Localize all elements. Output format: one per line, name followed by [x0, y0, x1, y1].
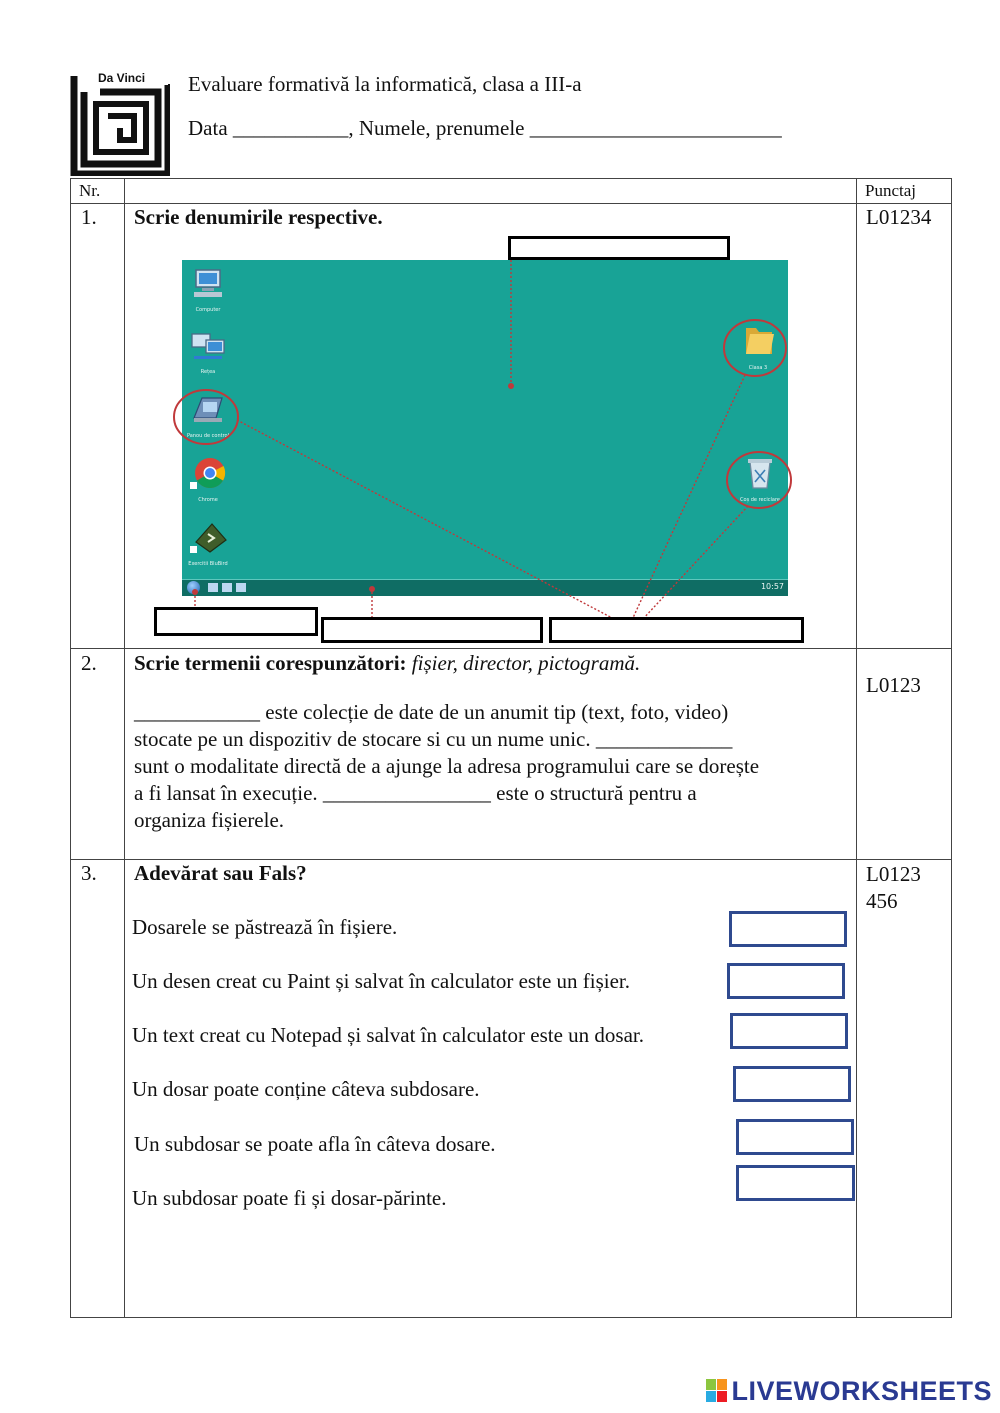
liveworksheets-brand[interactable]	[706, 1376, 992, 1407]
icon-label: Panou de control	[186, 433, 229, 439]
question-2-prompt	[134, 651, 640, 676]
desktop-screenshot	[182, 260, 788, 596]
question-2-line: sunt o modalitate directă de a ajunge la adresa programului care se dorește	[134, 754, 760, 778]
chrome-icon	[188, 456, 228, 490]
desktop-icon-recycle-bin	[736, 456, 784, 503]
recycle-bin-icon	[740, 456, 780, 490]
true-false-answer-box[interactable]	[727, 963, 845, 999]
desktop-icon-control-panel	[184, 394, 232, 439]
question-2-number: 2.	[81, 651, 97, 675]
question-1-number: 1.	[81, 205, 97, 229]
statement: Un subdosar se poate afla în câteva dosare.	[134, 1132, 496, 1156]
question-3-score-line: L0123	[866, 862, 921, 886]
taskbar-app-icon	[222, 583, 232, 592]
taskbar-app-icon	[236, 583, 246, 592]
question-1-score: L01234	[866, 205, 932, 229]
true-false-answer-box[interactable]	[730, 1013, 848, 1049]
column-header-score: Punctaj	[865, 181, 916, 200]
desktop-icon-chrome	[184, 456, 232, 503]
question-3-score-line: 456	[866, 889, 898, 913]
statement: Dosarele se păstrează în fișiere.	[132, 915, 398, 939]
true-false-answer-box[interactable]	[736, 1119, 854, 1155]
statement: Un subdosar poate fi și dosar-părinte.	[132, 1186, 447, 1210]
icon-label: Coș de reciclare	[740, 497, 780, 503]
true-false-answer-box[interactable]	[736, 1165, 855, 1201]
answer-box-taskbar[interactable]	[321, 617, 543, 643]
icon-label: Rețea	[200, 369, 216, 375]
icon-label: Computer	[195, 307, 221, 313]
logo-text: Da Vinci	[98, 71, 146, 85]
worksheet-title: Evaluare formativă la informatică, clasa a III-a	[188, 72, 582, 96]
question-2-line[interactable]: a fi lansat în execuție. ________________ este o structură pentru a	[134, 781, 697, 805]
network-icon	[188, 330, 228, 362]
folder-icon	[738, 322, 778, 358]
icon-label: Exercitii BluBird	[188, 561, 228, 567]
statement: Un desen creat cu Paint și salvat în calculator este un fișier.	[132, 969, 631, 993]
question-3-number: 3.	[81, 861, 97, 885]
school-logo	[70, 70, 170, 176]
taskbar-app-icon	[208, 583, 218, 592]
column-header-nr: Nr.	[79, 181, 101, 200]
question-2-body	[134, 699, 759, 834]
desktop-icon-exercises	[184, 522, 232, 567]
brand-text: LIVEWORKSHEETS	[731, 1376, 992, 1406]
statement: Un dosar poate conține câteva subdosare.	[132, 1077, 480, 1101]
liveworksheets-logo-icon	[706, 1379, 728, 1403]
taskbar	[182, 579, 788, 596]
question-2-score: L0123	[866, 673, 921, 697]
system-clock: 10:57	[760, 582, 784, 591]
true-false-answer-box[interactable]	[733, 1066, 851, 1102]
true-false-answer-box[interactable]	[729, 911, 847, 947]
question-2-line[interactable]: ____________ este colecție de date de un anumit tip (text, foto, video)	[134, 700, 729, 724]
start-button-icon	[187, 581, 200, 594]
icon-label: Chrome	[198, 497, 218, 503]
question-2-line: organiza fișierele.	[134, 808, 285, 832]
question-2-prompt-bold: Scrie termenii corespunzători:	[134, 651, 407, 675]
desktop-icon-folder	[734, 322, 782, 371]
answer-box-desktop[interactable]	[508, 236, 730, 260]
student-info-line[interactable]: Data ___________, Numele, prenumele ________________________	[188, 116, 782, 140]
icon-label: Clasa 3	[748, 365, 768, 371]
statement: Un text creat cu Notepad și salvat în calculator este un dosar.	[132, 1023, 644, 1047]
computer-icon	[188, 268, 228, 300]
answer-box-icons[interactable]	[549, 617, 804, 643]
question-2-terms: fișier, director, pictogramă.	[406, 651, 641, 675]
application-icon	[188, 522, 228, 554]
desktop-icon-network	[184, 330, 232, 375]
question-2-line[interactable]: stocate pe un dispozitiv de stocare si cu un nume unic. _____________	[134, 727, 733, 751]
answer-box-start-button[interactable]	[154, 607, 318, 636]
question-3-prompt: Adevărat sau Fals?	[134, 861, 307, 885]
question-1-prompt: Scrie denumirile respective.	[134, 205, 383, 229]
desktop-icon-computer	[184, 268, 232, 313]
control-panel-icon	[188, 394, 228, 426]
question-3-score	[866, 861, 921, 915]
